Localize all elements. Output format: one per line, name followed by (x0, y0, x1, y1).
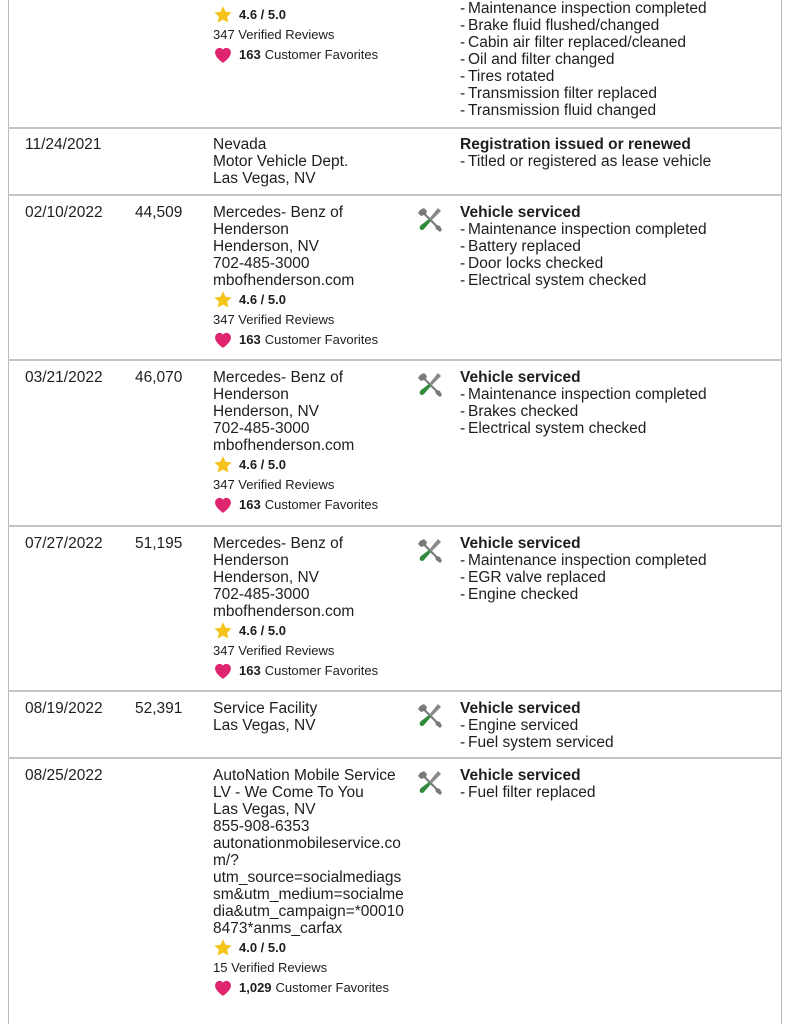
detail-item: - Fuel system serviced (460, 734, 614, 751)
star-icon (213, 938, 233, 958)
verified-reviews-link[interactable]: 347 Verified Reviews (213, 27, 335, 42)
website-link[interactable]: mbofhenderson.com (213, 437, 355, 454)
source-cell: Nevada Motor Vehicle Dept. Las Vegas, NV (213, 136, 349, 187)
detail-cell (460, 369, 780, 437)
website-link[interactable]: dia&utm_campaign=*00010 (213, 903, 404, 920)
detail-item: - Fuel filter replaced (460, 784, 596, 801)
rating: 4.0 / 5.0 (213, 937, 413, 958)
heart-icon (213, 661, 233, 680)
detail-item: - Engine serviced (460, 717, 579, 734)
verified-reviews-link[interactable]: 347 Verified Reviews (213, 643, 335, 658)
history-row (8, 129, 782, 194)
detail-title: Vehicle serviced (460, 700, 581, 717)
source-cell: Mercedes- Benz of Henderson Henderson, NV 702-485-3000 mbofhenderson.com 4.6 / 5.0 347 Verified Reviews 163 Customer Favorites (213, 369, 413, 515)
history-row (8, 361, 782, 525)
customer-favorites: 1,029 Customer Favorites (213, 977, 413, 998)
history-row (8, 527, 782, 690)
date-cell: 08/19/2022 (25, 700, 103, 717)
star-icon (213, 455, 233, 475)
customer-favorites: 163 Customer Favorites (213, 660, 413, 681)
detail-item: - Electrical system checked (460, 272, 647, 289)
history-row (8, 0, 782, 127)
date-cell: 02/10/2022 (25, 204, 103, 221)
source-cell: Mercedes- Benz of Henderson Henderson, NV 702-485-3000 mbofhenderson.com 4.6 / 5.0 347 Verified Reviews 163 Customer Favorites (213, 204, 413, 350)
history-row (8, 692, 782, 757)
detail-item: - Maintenance inspection completed (460, 386, 707, 403)
service-icon (416, 768, 444, 796)
verified-reviews-link[interactable]: 15 Verified Reviews (213, 960, 328, 975)
date-cell: 11/24/2021 (25, 136, 102, 153)
source-cell: Mercedes- Benz of Henderson Henderson, NV 702-485-3000 mbofhenderson.com 4.6 / 5.0 347 Verified Reviews 163 Customer Favorites (213, 535, 413, 681)
rating: 4.6 / 5.0 (213, 620, 413, 641)
detail-item: - Battery replaced (460, 238, 581, 255)
detail-title: Vehicle serviced (460, 767, 581, 784)
source-cell (213, 4, 413, 65)
service-icon (416, 536, 444, 564)
detail-item: - Engine checked (460, 586, 579, 603)
rating: 4.6 / 5.0 (213, 4, 413, 25)
detail-cell (460, 136, 780, 170)
rating: 4.6 / 5.0 (213, 289, 413, 310)
history-row (8, 196, 782, 359)
service-icon (416, 205, 444, 233)
customer-favorites: 163 Customer Favorites (213, 494, 413, 515)
detail-cell (460, 535, 780, 603)
website-link[interactable]: 8473*anms_carfax (213, 920, 343, 937)
odometer-cell: 51,195 (135, 535, 183, 552)
detail-title: Vehicle serviced (460, 204, 581, 221)
odometer-cell: 44,509 (135, 204, 183, 221)
rating: 4.6 / 5.0 (213, 454, 413, 475)
customer-favorites: 163 Customer Favorites (213, 329, 413, 350)
detail-title: Vehicle serviced (460, 535, 581, 552)
date-cell: 08/25/2022 (25, 767, 103, 784)
detail-item: - Maintenance inspection completed (460, 221, 707, 238)
website-link[interactable]: mbofhenderson.com (213, 272, 355, 289)
detail-item: - Oil and filter changed (460, 51, 615, 68)
service-icon (416, 701, 444, 729)
website-link[interactable]: autonationmobileservice.co (213, 835, 401, 852)
detail-item: - Transmission fluid changed (460, 102, 657, 119)
heart-icon (213, 45, 233, 64)
detail-item: - Door locks checked (460, 255, 604, 272)
odometer-cell: 46,070 (135, 369, 183, 386)
detail-item: - Titled or registered as lease vehicle (460, 153, 712, 170)
detail-cell (460, 204, 780, 289)
date-cell: 03/21/2022 (25, 369, 103, 386)
website-link[interactable]: mbofhenderson.com (213, 603, 355, 620)
website-link[interactable]: m/? (213, 852, 239, 869)
detail-cell (460, 767, 780, 801)
heart-icon (213, 495, 233, 514)
detail-cell (460, 0, 780, 119)
source-cell: AutoNation Mobile Service LV - We Come To You Las Vegas, NV 855-908-6353 autonationmobileservice.co m/? utm_source=socialmediags sm&utm_medium=socialme dia&utm_campaign=*00010 8473*anms_carfax 4.0 / 5.0 15 Verified Reviews 1,029 Customer Favorites (213, 767, 413, 998)
heart-icon (213, 330, 233, 349)
odometer-cell: 52,391 (135, 700, 183, 717)
date-cell: 07/27/2022 (25, 535, 103, 552)
detail-cell (460, 700, 780, 751)
verified-reviews-link[interactable]: 347 Verified Reviews (213, 312, 335, 327)
website-link[interactable]: utm_source=socialmediags (213, 869, 402, 886)
detail-item: - Brakes checked (460, 403, 579, 420)
detail-item: - Maintenance inspection completed (460, 0, 707, 17)
detail-item: - Tires rotated (460, 68, 555, 85)
heart-icon (213, 978, 233, 997)
customer-favorites: 163 Customer Favorites (213, 44, 413, 65)
website-link[interactable]: sm&utm_medium=socialme (213, 886, 404, 903)
detail-item: - Maintenance inspection completed (460, 552, 707, 569)
verified-reviews-link[interactable]: 347 Verified Reviews (213, 477, 335, 492)
star-icon (213, 621, 233, 641)
detail-title: Registration issued or renewed (460, 136, 691, 153)
source-cell: Service Facility Las Vegas, NV (213, 700, 318, 734)
detail-item: - Cabin air filter replaced/cleaned (460, 34, 686, 51)
service-icon (416, 370, 444, 398)
history-row (8, 759, 782, 1024)
star-icon (213, 290, 233, 310)
detail-title: Vehicle serviced (460, 369, 581, 386)
detail-item: - EGR valve replaced (460, 569, 606, 586)
star-icon (213, 5, 233, 25)
detail-item: - Electrical system checked (460, 420, 647, 437)
detail-item: - Brake fluid flushed/changed (460, 17, 660, 34)
detail-item: - Transmission filter replaced (460, 85, 657, 102)
